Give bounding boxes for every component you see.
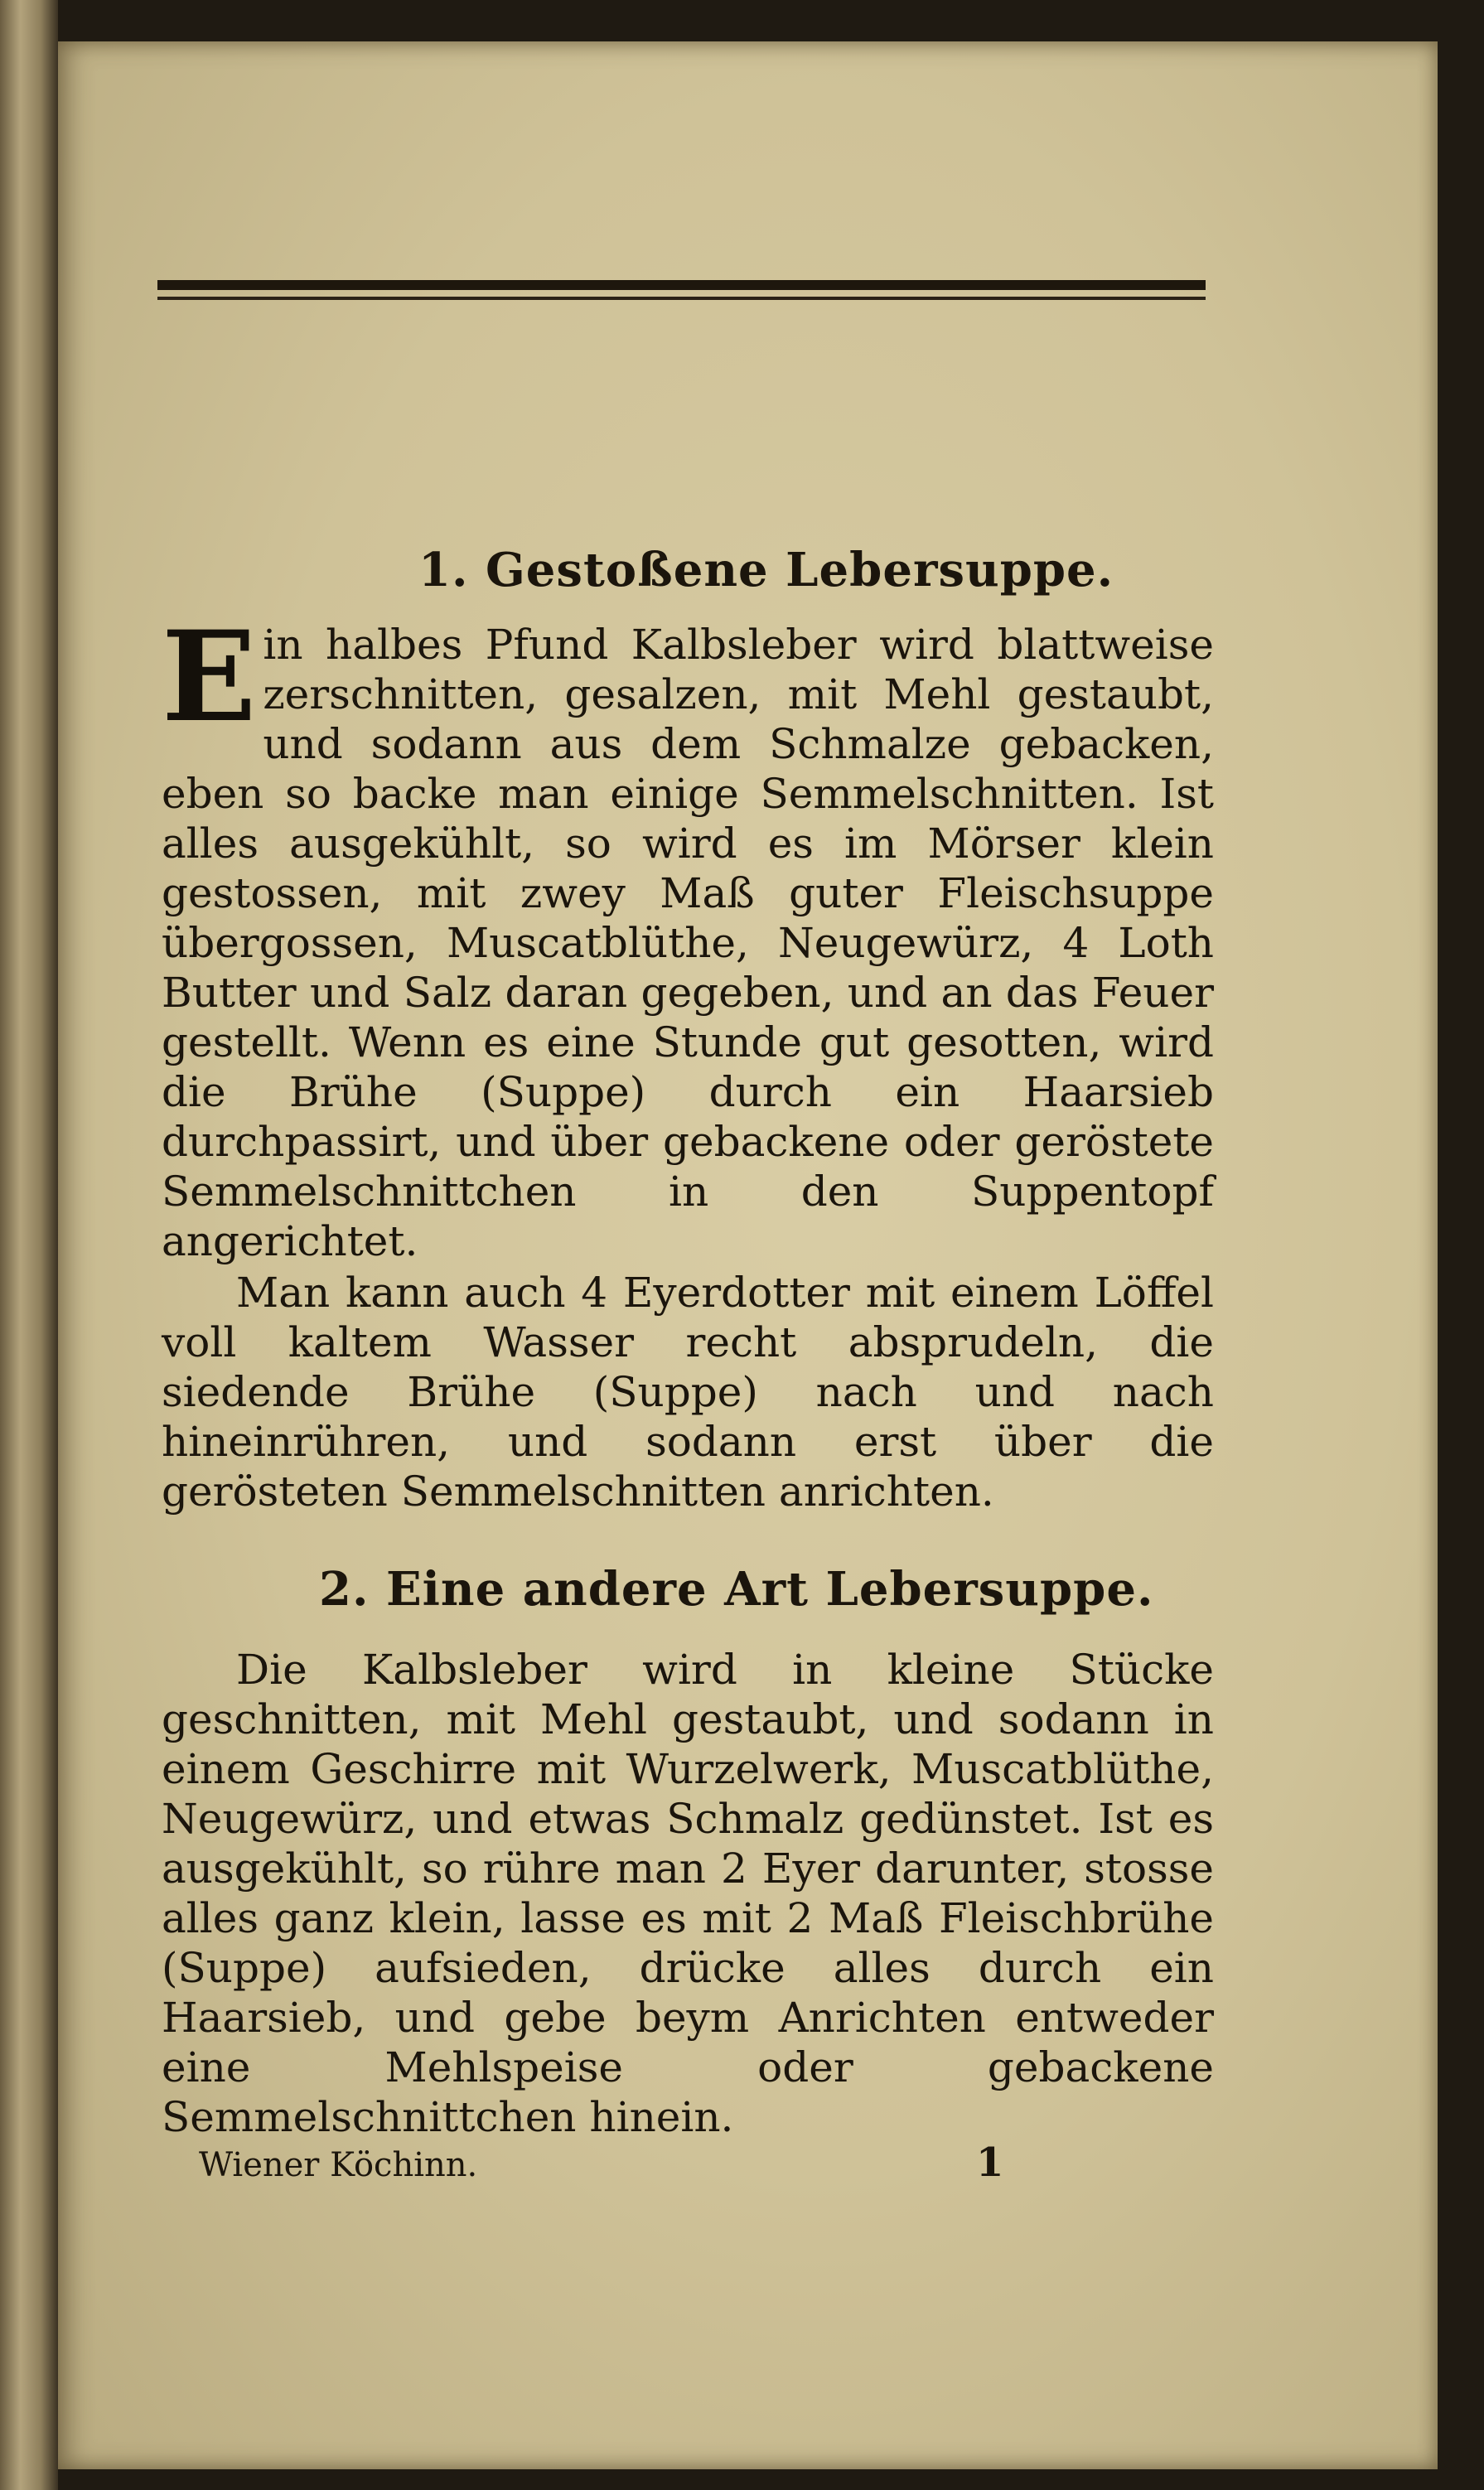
- drop-cap-letter: E: [162, 604, 257, 750]
- recipe-1-paragraph-2: Man kann auch 4 Eyerdotter mit einem Löffel voll kaltem Wasser recht absprudeln, die siedende Brühe (Suppe) nach und nach hineinrühren, und sodann erst über die gerösteten Semmelschnitten anrichten.: [162, 1269, 1214, 1516]
- recipe-1-paragraph-1: [162, 604, 1214, 1266]
- recipe-2-paragraph: Die Kalbsleber wird in kleine Stücke geschnitten, mit Mehl gestaubt, und sodann in einem Geschirre mit Wurzelwerk, Muscatblüthe, Neugewürz, und etwas Schmalz gedünstet. Ist es ausgekühlt, so rühre man 2 Eyer darunter, stosse alles ganz klein, lasse es mit 2 Maß Fleischbrühe (Suppe) aufsieden, drücke alles durch ein Haarsieb, und gebe beym Anrichten entweder eine Mehlspeise oder gebackene Semmelschnittchen hinein.: [162, 1646, 1214, 2141]
- book-binding-edge: [0, 0, 58, 2490]
- recipe-heading-2: 2. Eine andere Art Lebersuppe.: [319, 1562, 1154, 1617]
- paragraph-1-text: in halbes Pfund Kalbsleber wird blattweise zerschnitten, gesalzen, mit Mehl gestaubt, und sodann aus dem Schmalze gebacken, eben so backe man einige Semmelschnitten. Ist alles ausgekühlt, so wird es im Mörser klein gestossen, mit zwey Maß guter Fleischsuppe übergossen, Muscatblüthe, Neugewürz, 4 Loth Butter und Salz daran gegeben, und an das Feuer gestellt. Wenn es eine Stunde gut gesotten, wird die Brühe (Suppe) durch ein Haarsieb durchpassirt, und über gebackene oder geröstete Semmelschnittchen in den Suppentopf angerichtet.: [162, 621, 1214, 1265]
- recipe-heading-1: 1. Gestoßene Lebersuppe.: [418, 543, 1114, 597]
- rule-thin-line: [157, 297, 1206, 300]
- footer-signature-mark: 1: [976, 2139, 1004, 2186]
- footer-book-title: Wiener Köchinn.: [199, 2146, 478, 2184]
- rule-thick-line: [157, 280, 1206, 290]
